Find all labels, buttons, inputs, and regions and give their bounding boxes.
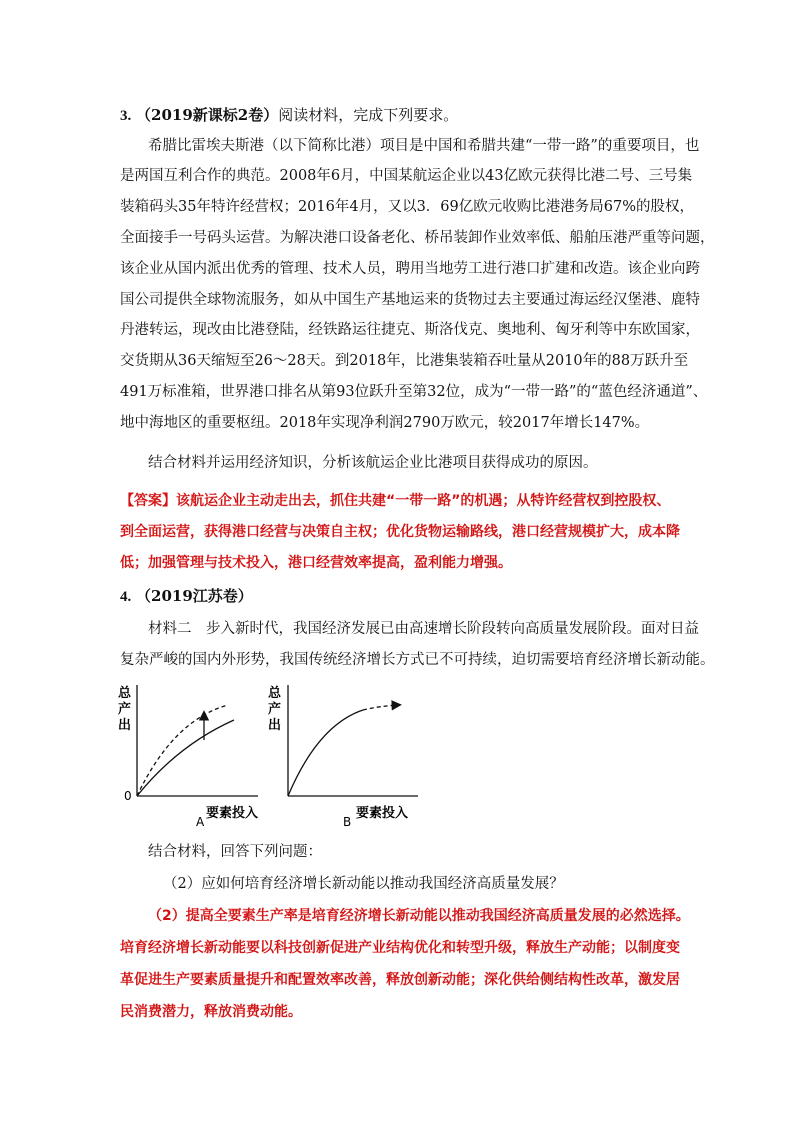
answer-tag: 【答案】 bbox=[120, 493, 176, 509]
material-line: 全面接手一号码头运营。为解决港口设备老化、桥吊装卸作业效率低、船舶压港严重等问题， bbox=[120, 230, 715, 246]
x-axis-label: 要素投入 bbox=[206, 806, 259, 821]
answer-line: 低；加强管理与技术投入，港口经营效率提高，盈利能力增强。 bbox=[120, 555, 512, 571]
question-3-header bbox=[120, 104, 458, 125]
material-line: 国公司提供全球物流服务，如从中国生产基地运来的货物过去主要通过海运经汉堡港、鹿特 bbox=[120, 292, 700, 308]
question-number: 3. bbox=[120, 108, 132, 124]
growth-curve-dashed bbox=[363, 705, 398, 710]
question-4-subquestion: （2）应如何培育经济增长新动能以推动我国经济高质量发展？ bbox=[163, 876, 564, 892]
question-3-task: 结合材料并运用经济知识，分析该航运企业比港项目获得成功的原因。 bbox=[148, 455, 598, 471]
y-axis-label-char: 产 bbox=[268, 702, 282, 717]
production-curves-svg bbox=[118, 680, 438, 830]
answer-line: 到全面运营，获得港口经营与决策自主权；优化货物运输路线，港口经营规模扩大，成本降 bbox=[120, 524, 680, 540]
question-4-intro: 结合材料，回答下列问题： bbox=[148, 844, 322, 860]
panel-b bbox=[268, 685, 418, 829]
material-line: 地中海地区的重要枢纽。2018年实现净利润2790万欧元，较2017年增长147%。 bbox=[120, 415, 650, 431]
original-curve bbox=[137, 720, 234, 796]
production-figure bbox=[118, 680, 438, 834]
x-axis-label: 要素投入 bbox=[356, 806, 409, 821]
answer-text: 该航运企业主动走出去，抓住共建“一带一路”的机遇；从特许经营权到控股权、 bbox=[176, 493, 671, 509]
question-4-header bbox=[120, 585, 253, 606]
y-axis-label-char: 出 bbox=[118, 718, 132, 733]
material-line: 491万标准箱，世界港口排名从第93位跃升至第32位，成为“一带一路”的“蓝色经济通道”、 bbox=[120, 384, 708, 400]
y-axis-label-char: 产 bbox=[118, 702, 132, 717]
panel-a bbox=[118, 685, 258, 829]
answer-line bbox=[120, 490, 670, 510]
y-axis-label-char: 出 bbox=[268, 718, 282, 733]
growth-curve bbox=[288, 710, 363, 796]
question-number: 4. bbox=[120, 589, 132, 605]
material-line: 丹港转运，现改由比港登陆，经铁路运往捷克、斯洛伐克、奥地利、匈牙利等中东欧国家， bbox=[120, 322, 700, 338]
question-source: （2019江苏卷） bbox=[136, 587, 253, 605]
material-line: 装箱码头35年特许经营权；2016年4月，又以3．69亿欧元收购比港港务局67%的股权， bbox=[120, 199, 694, 215]
question-source: （2019新课标2卷） bbox=[136, 106, 279, 124]
question-prompt: 阅读材料，完成下列要求。 bbox=[278, 106, 459, 124]
answer-line: 培育经济增长新动能要以科技创新促进产业结构优化和转型升级，释放生产动能；以制度变 bbox=[120, 940, 680, 956]
material-line: 交货期从36天缩短至26～28天。到2018年，比港集装箱吞吐量从2010年的88万跃升至 bbox=[120, 353, 689, 369]
answer-line: 革促进生产要素质量提升和配置效率改善，释放创新动能；深化供给侧结构性改革，激发居 bbox=[120, 972, 680, 988]
material-line: 复杂严峻的国内外形势，我国传统经济增长方式已不可持续，迫切需要培育经济增长新动能。 bbox=[120, 652, 715, 668]
answer-line: （2）提高全要素生产率是培育经济增长新动能以推动我国经济高质量发展的必然选择。 bbox=[148, 908, 690, 924]
material-line: 该企业从国内派出优秀的管理、技术人员，聘用当地劳工进行港口扩建和改造。该企业向跨 bbox=[120, 261, 700, 277]
material-line: 希腊比雷埃夫斯港（以下简称比港）项目是中国和希腊共建“一带一路”的重要项目，也 bbox=[148, 138, 700, 154]
material-line: 材料二 步入新时代，我国经济发展已由高速增长阶段转向高质量发展阶段。面对日益 bbox=[148, 621, 699, 637]
answer-line: 民消费潜力，释放消费动能。 bbox=[120, 1004, 302, 1020]
y-axis-label-char: 总 bbox=[118, 686, 132, 701]
panel-b-label: B bbox=[343, 815, 352, 829]
material-line: 是两国互利合作的典范。2008年6月，中国某航运企业以43亿欧元获得比港二号、三号集 bbox=[120, 168, 693, 184]
panel-a-label: A bbox=[196, 815, 205, 829]
origin-label: 0 bbox=[124, 789, 132, 803]
y-axis-label-char: 总 bbox=[268, 686, 282, 701]
